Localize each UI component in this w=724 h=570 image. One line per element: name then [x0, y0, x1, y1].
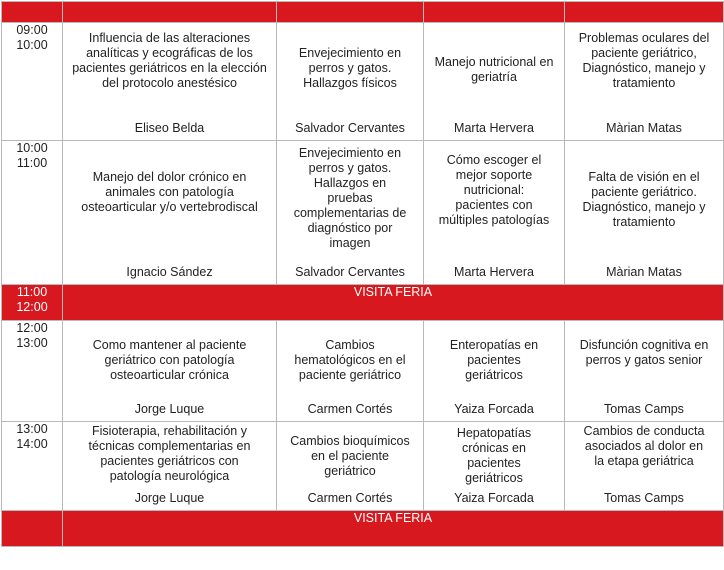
session-cell — [63, 321, 277, 422]
session-speaker: Carmen Cortés — [307, 491, 393, 505]
break-time-start: 11:00 — [16, 285, 48, 299]
session-cell — [424, 321, 565, 422]
session-title: Problemas oculares del paciente geriátrico, Diagnóstico, manejo y tratamiento — [578, 31, 710, 90]
time-end: 14:00 — [16, 437, 48, 451]
header-row — [2, 2, 724, 23]
session-speaker: Tomas Camps — [604, 491, 684, 505]
session-title: Manejo del dolor crónico en animales con patología osteoarticular y/o vertebrodiscal — [81, 170, 258, 214]
session-speaker: Yaiza Forcada — [454, 402, 534, 416]
session-cell — [277, 141, 424, 285]
session-cell — [63, 141, 277, 285]
session-cell — [565, 321, 724, 422]
time-slot — [2, 321, 63, 422]
session-title: Cambios de conducta asociados al dolor en la etapa geriátrica — [583, 424, 705, 468]
time-slot — [2, 141, 63, 285]
time-start: 12:00 — [16, 321, 48, 335]
time-slot — [2, 422, 63, 511]
session-speaker: Marta Hervera — [454, 265, 534, 279]
header-cell-track-1 — [63, 2, 277, 23]
header-cell-track-2 — [277, 2, 424, 23]
break-label: VISITA FERIA — [63, 511, 724, 547]
session-cell — [565, 422, 724, 511]
session-title: Influencia de las alteraciones analíticas y ecográficas de los pacientes geriátricos en la elección del protocolo anestésico — [72, 31, 267, 90]
session-cell — [424, 141, 565, 285]
session-cell — [424, 422, 565, 511]
break-label: VISITA FERIA — [63, 285, 724, 321]
table-row — [2, 422, 724, 511]
session-speaker: Màrian Matas — [606, 265, 682, 279]
session-cell — [565, 141, 724, 285]
table-row — [2, 141, 724, 285]
table-row — [2, 23, 724, 141]
session-cell — [565, 23, 724, 141]
session-title: Falta de visión en el paciente geriátrico. Diagnóstico, manejo y tratamiento — [582, 170, 706, 229]
session-title: Envejecimiento en perros y gatos. Hallazgos físicos — [298, 46, 402, 90]
session-title: Cambios hematológicos en el paciente geriátrico — [294, 338, 406, 382]
session-title: Cambios bioquímicos en el paciente geriátrico — [290, 434, 410, 478]
time-start: 13:00 — [16, 422, 48, 436]
header-cell-track-4 — [565, 2, 724, 23]
session-speaker: Tomas Camps — [604, 402, 684, 416]
time-slot — [2, 23, 63, 141]
session-title: Disfunción cognitiva en perros y gatos senior — [579, 338, 709, 367]
header-cell-time — [2, 2, 63, 23]
session-title: Hepatopatías crónicas en pacientes geriátricos — [456, 426, 532, 485]
session-speaker: Salvador Cervantes — [295, 265, 405, 279]
session-speaker: Salvador Cervantes — [295, 121, 405, 135]
session-cell — [277, 321, 424, 422]
break-time-slot — [2, 511, 63, 547]
time-start: 09:00 — [16, 23, 48, 37]
time-end: 10:00 — [16, 38, 48, 52]
session-cell — [63, 23, 277, 141]
schedule-table — [1, 1, 724, 547]
time-start: 10:00 — [16, 141, 48, 155]
session-speaker: Eliseo Belda — [134, 121, 205, 135]
session-speaker: Marta Hervera — [454, 121, 534, 135]
table-row — [2, 321, 724, 422]
header-cell-track-3 — [424, 2, 565, 23]
session-title: Manejo nutricional en geriatría — [434, 55, 554, 84]
session-title: Enteropatías en pacientes geriátricos — [449, 338, 539, 382]
session-title: Fisioterapia, rehabilitación y técnicas complementarias en pacientes geriátricos con patología neurológica — [88, 424, 251, 483]
session-speaker: Carmen Cortés — [307, 402, 393, 416]
session-title: Como mantener al paciente geriátrico con patología osteoarticular crónica — [92, 338, 247, 382]
break-row — [2, 511, 724, 547]
session-cell — [424, 23, 565, 141]
session-cell — [277, 422, 424, 511]
break-row — [2, 285, 724, 321]
session-speaker: Màrian Matas — [606, 121, 682, 135]
session-cell — [63, 422, 277, 511]
session-title: Envejecimiento en perros y gatos. Hallazgos en pruebas complementarias de diagnóstico por imagen — [293, 146, 407, 250]
break-time-end: 12:00 — [16, 300, 48, 314]
session-speaker: Ignacio Sández — [126, 265, 213, 279]
break-time-slot — [2, 285, 63, 321]
session-speaker: Jorge Luque — [134, 491, 205, 505]
session-title: Cómo escoger el mejor soporte nutricional: pacientes con múltiples patologías — [438, 153, 550, 227]
time-end: 11:00 — [16, 156, 48, 170]
time-end: 13:00 — [16, 336, 48, 350]
session-speaker: Yaiza Forcada — [454, 491, 534, 505]
session-speaker: Jorge Luque — [134, 402, 205, 416]
session-cell — [277, 23, 424, 141]
